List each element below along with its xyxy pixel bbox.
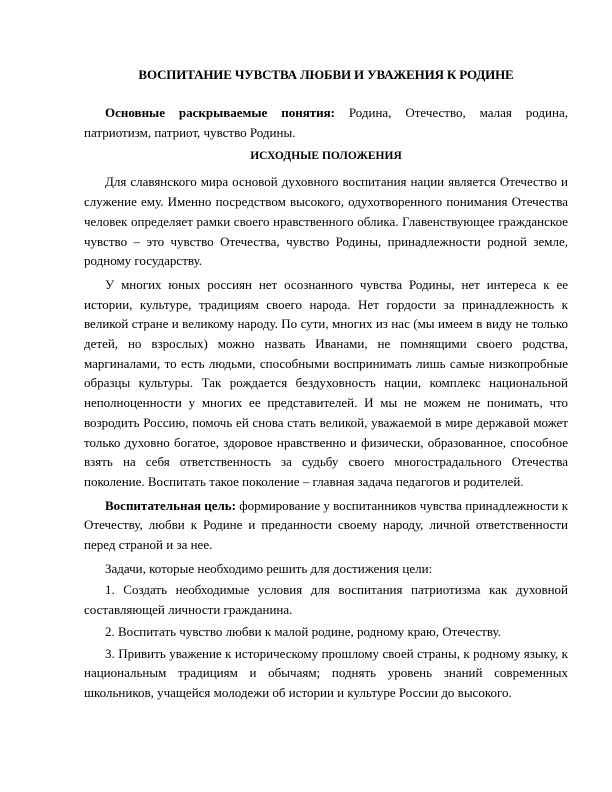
key-concepts-label: Основные раскрываемые понятия: <box>105 105 335 120</box>
task-item-1: 1. Создать необходимые условия для воспитания патриотизма как духовной составляющей личности гражданина. <box>84 582 568 618</box>
educational-goal-label: Воспитательная цель: <box>105 497 236 513</box>
task-item-2: 2. Воспитать чувство любви к малой родине, родному краю, Отечеству. <box>105 623 501 639</box>
section-heading: ИСХОДНЫЕ ПОЛОЖЕНИЯ <box>250 150 402 163</box>
educational-goal-paragraph <box>84 496 568 555</box>
body-paragraph-2: У многих юных россиян нет осознанного чувства Родины, нет интереса к ее истории, культуре, традициям своего народа. Нет гордости за принадлежность к великой стране и великому народу. По сути, многих из нас (мы имеем в виду не только детей, но взрослых) можно назвать Иванами, не помнящими своего родства, маргиналами, то есть людьми, способными воспринимать лишь самые низкопробные образцы культуры. Так рождается бездуховность нации, комплекс национальной неполноценности у многих ее представителей. И мы не можем не понимать, что возродить Россию, помочь ей снова стать великой, уважаемой в мире державой может только духовно богатое, здоровое нравственно и физически, образованное, способное взять на себя ответственность за судьбу своего многострадального Отечества поколение. Воспитать такое поколение – главная задача педагогов и родителей. <box>84 276 568 489</box>
key-concepts-text: Родина, Отечество, малая родина, патриотизм, патриот, чувство Родины. <box>84 105 568 140</box>
page-title: ВОСПИТАНИЕ ЧУВСТВА ЛЮБВИ И УВАЖЕНИЯ К РОДИНЕ <box>138 67 514 82</box>
body-paragraph-1: Для славянского мира основой духовного воспитания нации является Отечество и служение ему. Именно посредством высокого, одухотворенного понимания Отечества человек определяет рамки своего нравственного облика. Главенствующее гражданское чувство – это чувство Отечества, чувство Родины, принадлежности родной земле, родному государству. <box>84 174 568 269</box>
educational-goal-text: формирование у воспитанников чувства принадлежности к Отечеству, любви к Родине и преданности своему народу, личной ответственности перед страной и за нее. <box>84 497 569 553</box>
tasks-intro: Задачи, которые необходимо решить для достижения цели: <box>105 560 433 576</box>
task-item-3: 3. Привить уважение к историческому прошлому своей страны, к родному языку, к национальным традициям и обычаям; поднять уровень знаний современных школьников, учащейся молодежи об истории и культуре России до высокого. <box>84 645 568 700</box>
key-concepts-paragraph <box>84 103 568 142</box>
